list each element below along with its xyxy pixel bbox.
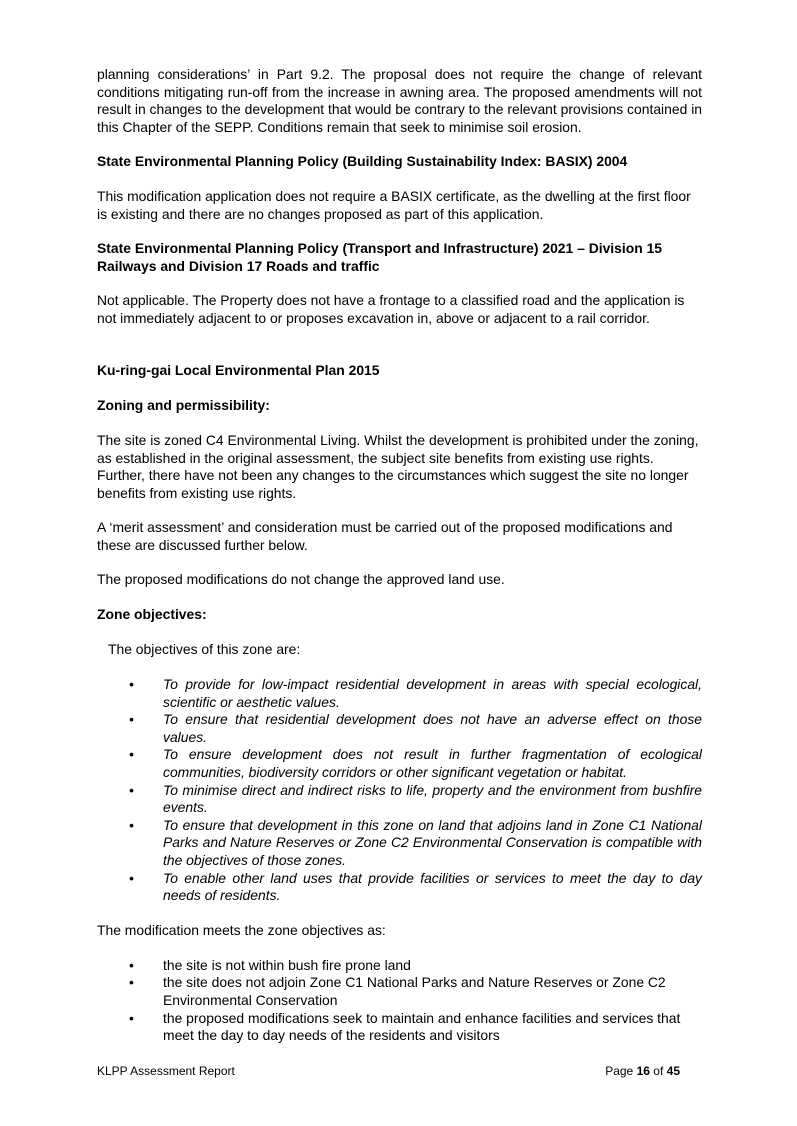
bullet-icon: •	[129, 869, 134, 886]
list-item: • the proposed modifications seek to maintain and enhance facilities and services that meet the day to day needs of the residents and visitors	[129, 1009, 681, 1044]
bullet-icon: •	[129, 974, 134, 991]
list-item: • To enable other land uses that provide facilities or services to meet the day to day needs of residents.	[129, 869, 702, 904]
bullet-icon: •	[129, 676, 134, 692]
merit-paragraph: A ‘merit assessment’ and consideration must be carried out of the proposed modifications and these are discussed further below.	[97, 519, 673, 553]
bullet-icon: •	[129, 1009, 134, 1026]
transport-heading: State Environmental Planning Policy (Transport and Infrastructure) 2021 – Division 15 Railways and Division 17 Roads and traffic	[97, 240, 663, 274]
zoning-heading: Zoning and permissibility:	[97, 397, 270, 413]
bullet-icon: •	[129, 711, 134, 728]
objectives-list	[97, 676, 702, 905]
lep-heading: Ku-ring-gai Local Environmental Plan 2015	[97, 362, 380, 378]
list-item: • To ensure that development in this zone on land that adjoins land in Zone C1 National Parks and Nature Reserves or Zone C2 Environmental Conservation is compatible with the objectives of those zones.	[129, 816, 702, 868]
zone-objectives-heading: Zone objectives:	[97, 606, 207, 622]
bullet-icon: •	[129, 816, 134, 833]
basix-heading: State Environmental Planning Policy (Building Sustainability Index: BASIX) 2004	[97, 153, 628, 169]
list-item: • the site is not within bush fire prone land	[129, 956, 411, 973]
top-paragraph: planning considerations’ in Part 9.2. The proposal does not require the change of relevant conditions mitigating run-off from the increase in awning area. The proposed amendments will not result in changes to the development that would be contrary to the relevant provisions contained in this Chapter of the SEPP. Conditions remain that seek to minimise soil erosion.	[97, 66, 702, 135]
bullet-icon: •	[129, 781, 134, 798]
zoning-paragraph: The site is zoned C4 Environmental Living. Whilst the development is prohibited under the zoning, as established in the original assessment, the subject site benefits from existing use rights. Further, there have not been any changes to the circumstances which suggest the site no longer benefits from existing use rights.	[97, 432, 699, 501]
list-item: • To provide for low-impact residential development in areas with special ecological, scientific or aesthetic values.	[129, 676, 702, 710]
list-item: • To ensure that residential development does not have an adverse effect on those values.	[129, 711, 702, 745]
list-item: • To ensure development does not result in further fragmentation of ecological communities, biodiversity corridors or other significant vegetation or habitat.	[129, 746, 702, 780]
meets-list	[97, 957, 702, 1045]
page-number: Page 16 of 45	[605, 1064, 680, 1078]
meets-intro: The modification meets the zone objectives as:	[97, 921, 386, 938]
transport-paragraph: Not applicable. The Property does not have a frontage to a classified road and the application is not immediately adjacent to or proposes excavation in, above or adjacent to a rail corridor.	[97, 292, 685, 326]
bullet-icon: •	[129, 956, 134, 973]
report-name: KLPP Assessment Report	[97, 1064, 235, 1078]
basix-paragraph: This modification application does not require a BASIX certificate, as the dwelling at the first floor is existing and there are no changes proposed as part of this application.	[97, 188, 691, 222]
list-item: • To minimise direct and indirect risks to life, property and the environment from bushfire events.	[129, 781, 702, 816]
bullet-icon: •	[129, 746, 134, 763]
objectives-intro: The objectives of this zone are:	[108, 641, 301, 657]
land-use-paragraph: The proposed modifications do not change the approved land use.	[97, 571, 505, 587]
list-item: • the site does not adjoin Zone C1 National Parks and Nature Reserves or Zone C2 Environmental Conservation	[129, 974, 666, 1008]
document-page	[97, 66, 702, 1045]
